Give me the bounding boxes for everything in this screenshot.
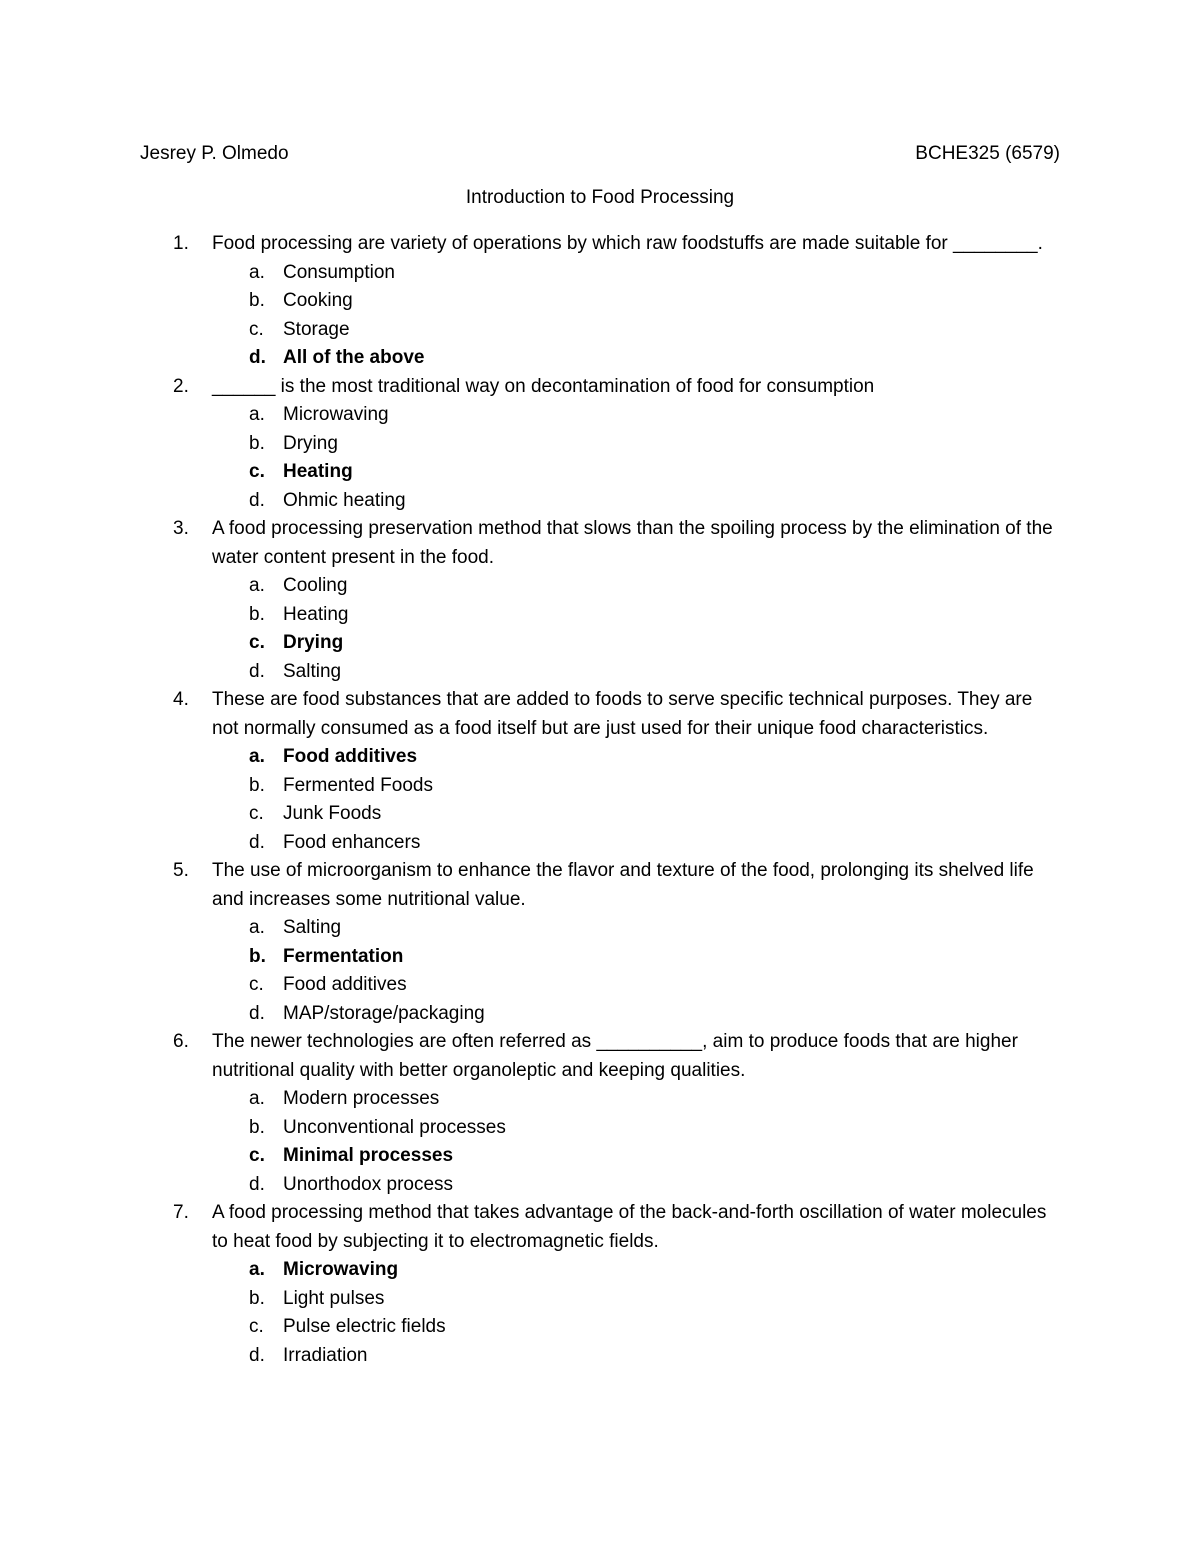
answer-option <box>0 401 1200 430</box>
option-letter: c. <box>249 461 265 482</box>
option-text: Food enhancers <box>283 831 421 853</box>
option-text: Heating <box>283 603 349 625</box>
option-text: Food additives <box>283 974 407 995</box>
option-letter: a. <box>249 575 265 596</box>
option-text: Microwaving <box>283 1259 399 1280</box>
question-item <box>0 230 1200 373</box>
question-text: These are food substances that are added to foods to serve specific technical purposes. They are not normally consumed as a food itself but are just used for their unique food characteristics. <box>212 689 1033 739</box>
answer-option <box>0 572 1200 601</box>
answer-option <box>0 487 1200 516</box>
option-letter: a. <box>249 1088 265 1109</box>
answer-option <box>0 800 1200 829</box>
option-text: Minimal processes <box>283 1145 454 1166</box>
answer-option <box>0 829 1200 858</box>
question-text: ______ is the most traditional way on decontamination of food for consumption <box>212 375 875 397</box>
option-letter: d. <box>249 1173 265 1195</box>
question-number: 2. <box>173 375 189 397</box>
option-letter: c. <box>249 632 265 653</box>
option-letter: c. <box>249 318 264 340</box>
option-letter: a. <box>249 404 265 425</box>
option-text: Food additives <box>283 746 418 767</box>
question-text: A food processing preservation method that slows than the spoiling process by the elimination of the water content present in the food. <box>212 518 1053 568</box>
option-text: Irradiation <box>283 1344 368 1366</box>
option-letter: d. <box>249 1002 265 1024</box>
answer-option <box>0 601 1200 630</box>
question-number: 4. <box>173 689 189 710</box>
option-letter: b. <box>249 1116 265 1138</box>
answer-option <box>0 1342 1200 1371</box>
answer-option <box>0 658 1200 687</box>
question-number: 5. <box>173 860 189 881</box>
option-text: Cooling <box>283 575 348 596</box>
option-letter: a. <box>249 261 265 283</box>
option-letter: c. <box>249 1316 264 1337</box>
option-letter: a. <box>249 1259 265 1280</box>
question-number: 3. <box>173 518 189 539</box>
answer-option-correct <box>0 943 1200 972</box>
option-text: Cooking <box>283 290 353 311</box>
option-text: Fermented Foods <box>283 774 433 796</box>
option-letter: b. <box>249 774 265 796</box>
option-text: Drying <box>283 432 338 454</box>
option-letter: d. <box>249 831 265 853</box>
option-text: Ohmic heating <box>283 489 406 511</box>
course-code: BCHE325 (6579) <box>915 143 1060 164</box>
option-text: Storage <box>283 318 350 340</box>
question-text: The use of microorganism to enhance the flavor and texture of the food, prolonging its shelved life and increases some nutritional value. <box>212 860 1034 910</box>
option-text: Salting <box>283 917 342 938</box>
student-name: Jesrey P. Olmedo <box>140 143 289 164</box>
option-letter: b. <box>249 603 265 625</box>
question-item <box>0 373 1200 516</box>
question-number: 7. <box>173 1202 189 1223</box>
question-item <box>0 857 1200 1028</box>
answer-option <box>0 772 1200 801</box>
option-letter: d. <box>249 660 265 682</box>
option-letter: b. <box>249 290 265 311</box>
option-letter: a. <box>249 917 265 938</box>
option-text: MAP/storage/packaging <box>283 1002 485 1024</box>
option-letter: d. <box>249 347 266 368</box>
option-letter: d. <box>249 489 265 511</box>
option-letter: a. <box>249 746 265 767</box>
option-text: All of the above <box>283 347 425 368</box>
question-item <box>0 1028 1200 1199</box>
answer-option-correct <box>0 743 1200 772</box>
option-letter: b. <box>249 945 266 967</box>
answer-option <box>0 430 1200 459</box>
question-number: 6. <box>173 1031 189 1052</box>
option-text: Modern processes <box>283 1088 440 1109</box>
answer-option <box>0 1000 1200 1029</box>
option-letter: c. <box>249 803 264 824</box>
option-text: Unorthodox process <box>283 1173 454 1195</box>
answer-option <box>0 1313 1200 1342</box>
question-item <box>0 515 1200 686</box>
question-item <box>0 1199 1200 1370</box>
answer-option-correct <box>0 458 1200 487</box>
option-text: Heating <box>283 461 353 482</box>
option-text: Unconventional processes <box>283 1116 506 1138</box>
option-text: Pulse electric fields <box>283 1316 446 1337</box>
question-text: Food processing are variety of operations by which raw foodstuffs are made suitable for ________. <box>212 233 1043 254</box>
question-number: 1. <box>173 233 189 254</box>
answer-option <box>0 1114 1200 1143</box>
answer-option-correct <box>0 344 1200 373</box>
answer-option-correct <box>0 1256 1200 1285</box>
question-item <box>0 686 1200 857</box>
answer-option <box>0 971 1200 1000</box>
answer-option-correct <box>0 1142 1200 1171</box>
option-text: Consumption <box>283 261 395 283</box>
option-letter: b. <box>249 1287 265 1309</box>
option-text: Microwaving <box>283 404 389 425</box>
answer-option <box>0 259 1200 288</box>
page-title: Introduction to Food Processing <box>465 187 735 208</box>
answer-option <box>0 1085 1200 1114</box>
option-text: Salting <box>283 660 342 682</box>
answer-option <box>0 914 1200 943</box>
option-text: Drying <box>283 632 344 653</box>
answer-option <box>0 1285 1200 1314</box>
answer-option-correct <box>0 629 1200 658</box>
answer-option <box>0 316 1200 345</box>
option-letter: c. <box>249 1145 265 1166</box>
question-text: A food processing method that takes advantage of the back-and-forth oscillation of water molecules to heat food by subjecting it to electromagnetic fields. <box>212 1202 1047 1252</box>
answer-option <box>0 1171 1200 1200</box>
question-list <box>0 230 1200 1370</box>
option-text: Fermentation <box>283 945 404 967</box>
option-text: Light pulses <box>283 1287 385 1309</box>
option-letter: d. <box>249 1344 265 1366</box>
option-letter: b. <box>249 432 265 454</box>
option-letter: c. <box>249 974 264 995</box>
option-text: Junk Foods <box>283 803 382 824</box>
question-text: The newer technologies are often referred as __________, aim to produce foods that are higher nutritional quality with better organoleptic and keeping qualities. <box>212 1031 1018 1081</box>
answer-option <box>0 287 1200 316</box>
